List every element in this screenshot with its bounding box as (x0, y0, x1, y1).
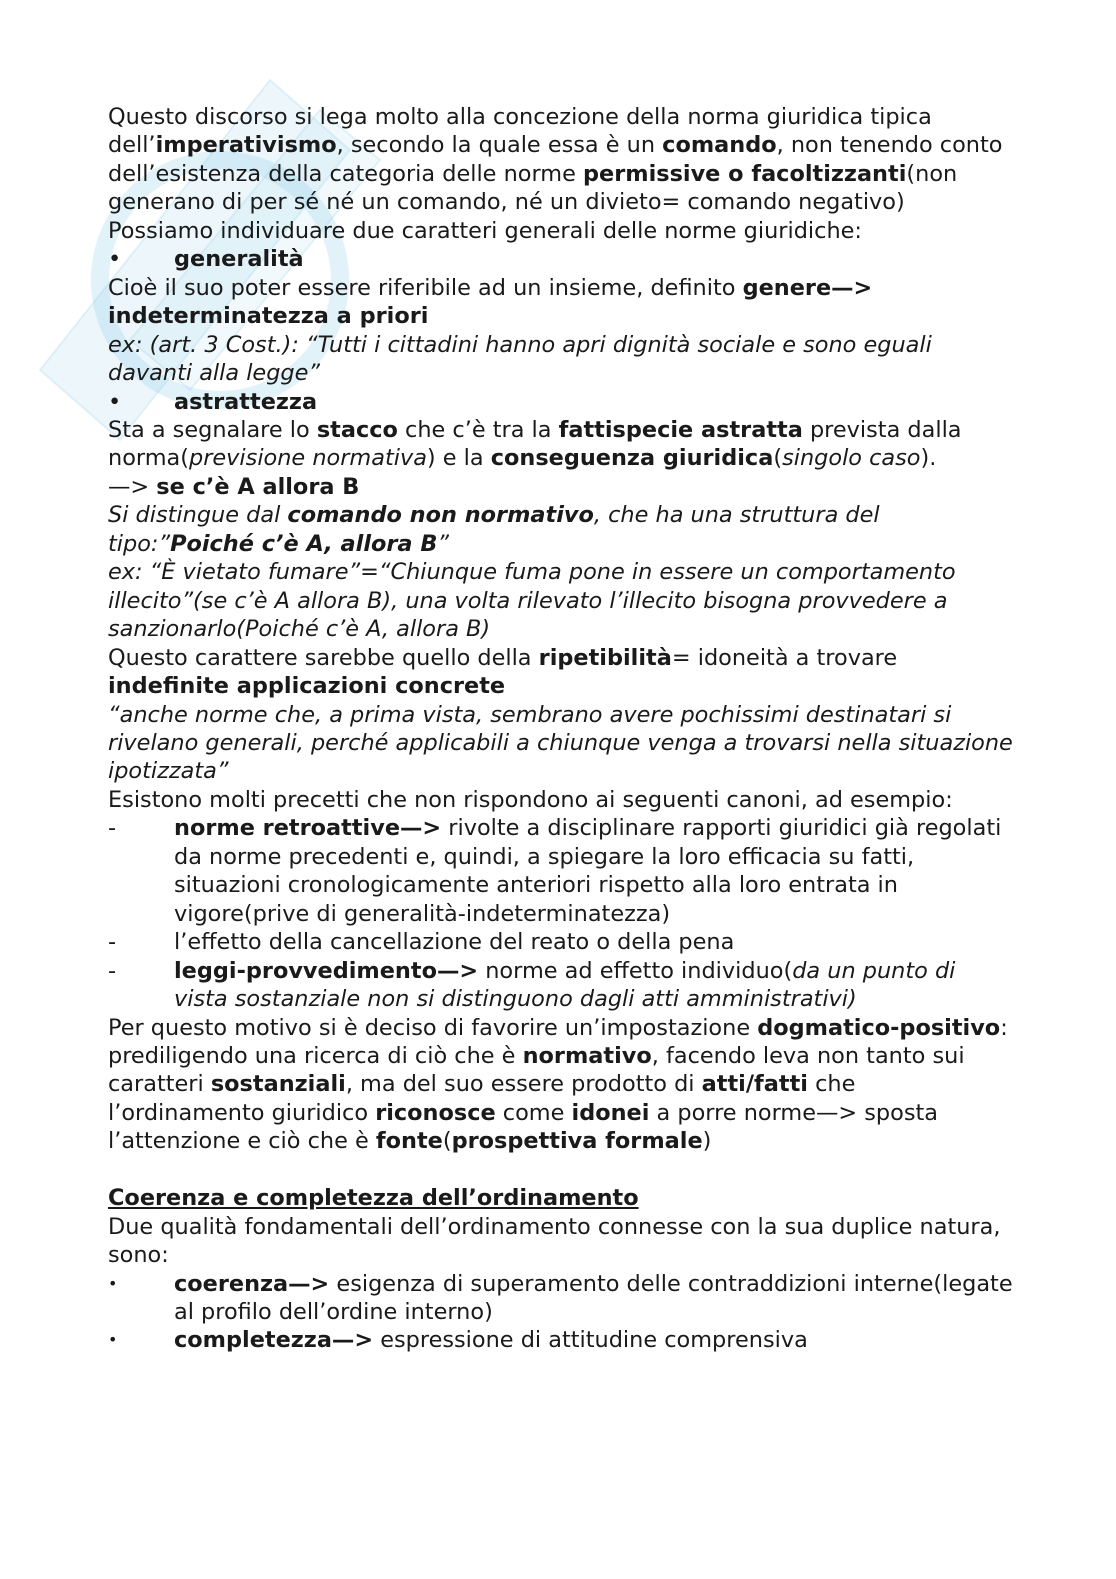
paragraph: —> se c’è A allora B (108, 473, 360, 500)
spacer (108, 1156, 1013, 1184)
paragraph: Possiamo individuare due caratteri generali delle norme giuridiche: (108, 217, 862, 244)
dash-item-norme-retroattive: - norme retroattive—> rivolte a disciplinare rapporti giuridici già regolati da norme precedenti e, quindi, a spiegare la loro efficacia su fatti, situazioni cronologicamente anteriori rispetto alla loro entrata in vigore(prive di generalità-indeterminatezza) (108, 815, 1002, 927)
example-text: ex: (art. 3 Cost.): “Tutti i cittadini hanno apri dignità sociale e sono eguali davanti alla legge” (108, 331, 932, 387)
paragraph: Sta a segnalare lo stacco che c’è tra la fattispecie astratta prevista dalla norma(previsione normativa) e la conseguenza giuridica(singolo caso). (108, 416, 962, 472)
paragraph: Questo discorso si lega molto alla concezione della norma giuridica tipica dell’imperativismo, secondo la quale essa è un comando, non tenendo conto dell’esistenza della categoria delle norme permissive o facoltizzanti(non generano di per sé né un comando, né un divieto= comando negativo) (108, 104, 1003, 216)
paragraph: Per questo motivo si è deciso di favorire un’impostazione dogmatico-positivo: (108, 1014, 1008, 1041)
section-heading: Coerenza e completezza dell’ordinamento (108, 1185, 639, 1212)
quote-text: “anche norme che, a prima vista, sembrano avere pochissimi destinatari si rivelano generali, perché applicabili a chiunque venga a trovarsi nella situazione ipotizzata” (108, 701, 1013, 785)
paragraph: Esistono molti precetti che non rispondono ai seguenti canoni, ad esempio: (108, 786, 953, 813)
paragraph: prediligendo una ricerca di ciò che è normativo, facendo leva non tanto sui caratteri sostanziali, ma del suo essere prodotto di atti/fatti che l’ordinamento giuridico riconosce come idonei a porre norme—> sposta l’attenzione e ciò che è fonte(prospettiva formale) (108, 1042, 965, 1155)
bullet-item-astrattezza: • astrattezza (108, 388, 318, 415)
paragraph: Cioè il suo poter essere riferibile ad un insieme, definito genere—> indeterminatezza a priori (108, 274, 873, 330)
document-body (108, 103, 1013, 1355)
dash-item-effetto-cancellazione: - l’effetto della cancellazione del reato o della pena (108, 929, 735, 956)
example-text: ex: “È vietato fumare”=“Chiunque fuma pone in essere un comportamento illecito”(se c’è A allora B), una volta rilevato l’illecito bisogna provvedere a sanzionarlo(Poiché c’è A, allora B) (108, 559, 956, 643)
paragraph: Due qualità fondamentali dell’ordinamento connesse con la sua duplice natura, sono: (108, 1213, 1001, 1269)
bullet-item-coerenza: • coerenza—> esigenza di superamento delle contraddizioni interne(legate al profilo dell’ordine interno) (108, 1270, 1013, 1326)
dash-item-leggi-provvedimento: - leggi-provvedimento—> norme ad effetto individuo(da un punto di vista sostanziale non si distinguono dagli atti amministrativi) (108, 957, 956, 1013)
paragraph: Si distingue dal comando non normativo, che ha una struttura del tipo:”Poiché c’è A, allora B” (108, 502, 880, 557)
paragraph: Questo carattere sarebbe quello della ripetibilità= idoneità a trovare indefinite applicazioni concrete (108, 644, 898, 700)
bullet-item-generalita: • generalità (108, 246, 304, 273)
bullet-item-completezza: • completezza—> espressione di attitudine comprensiva (108, 1327, 808, 1354)
